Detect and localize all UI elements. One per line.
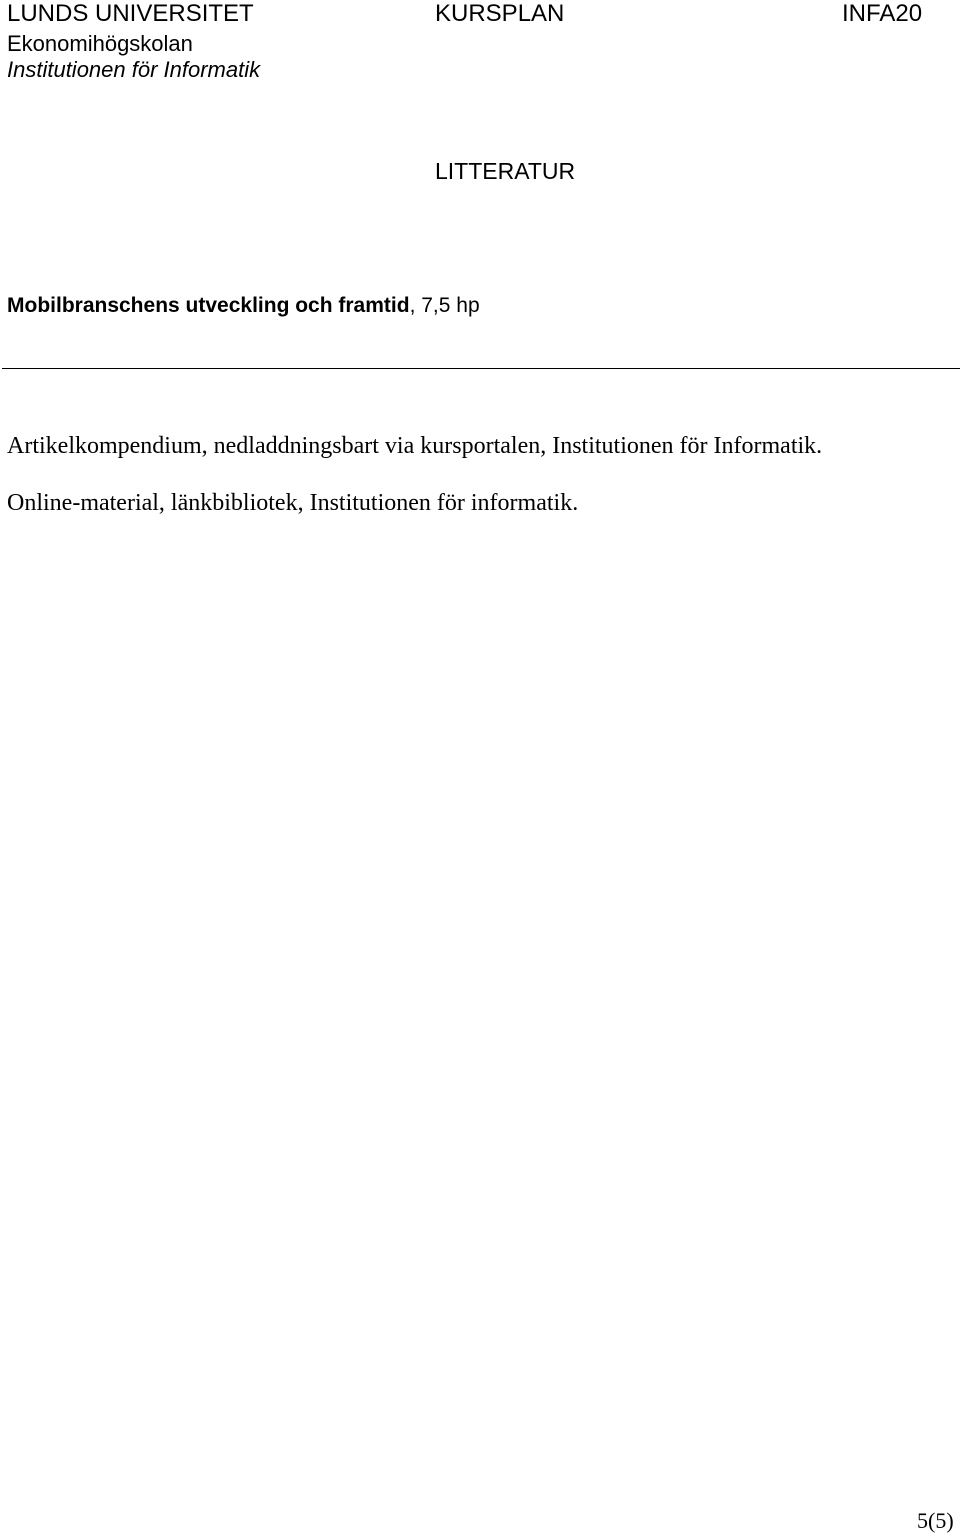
document-type: KURSPLAN (435, 0, 565, 27)
divider (2, 368, 960, 369)
department-name: Institutionen för Informatik (7, 57, 261, 82)
literature-item: Artikelkompendium, nedladdningsbart via kursportalen, Institutionen för Informatik. (7, 433, 823, 459)
page-number: 5(5) (917, 1508, 954, 1533)
course-code: INFA20 (842, 0, 923, 27)
course-name: Mobilbranschens utveckling och framtid (7, 294, 410, 317)
school-name: Ekonomihögskolan (7, 31, 193, 56)
section-title: LITTERATUR (435, 158, 576, 184)
university-name: LUNDS UNIVERSITET (7, 0, 254, 27)
course-credits: , 7,5 hp (409, 294, 480, 317)
literature-item: Online-material, länkbibliotek, Institutionen för informatik. (7, 490, 579, 516)
course-heading (7, 293, 480, 319)
